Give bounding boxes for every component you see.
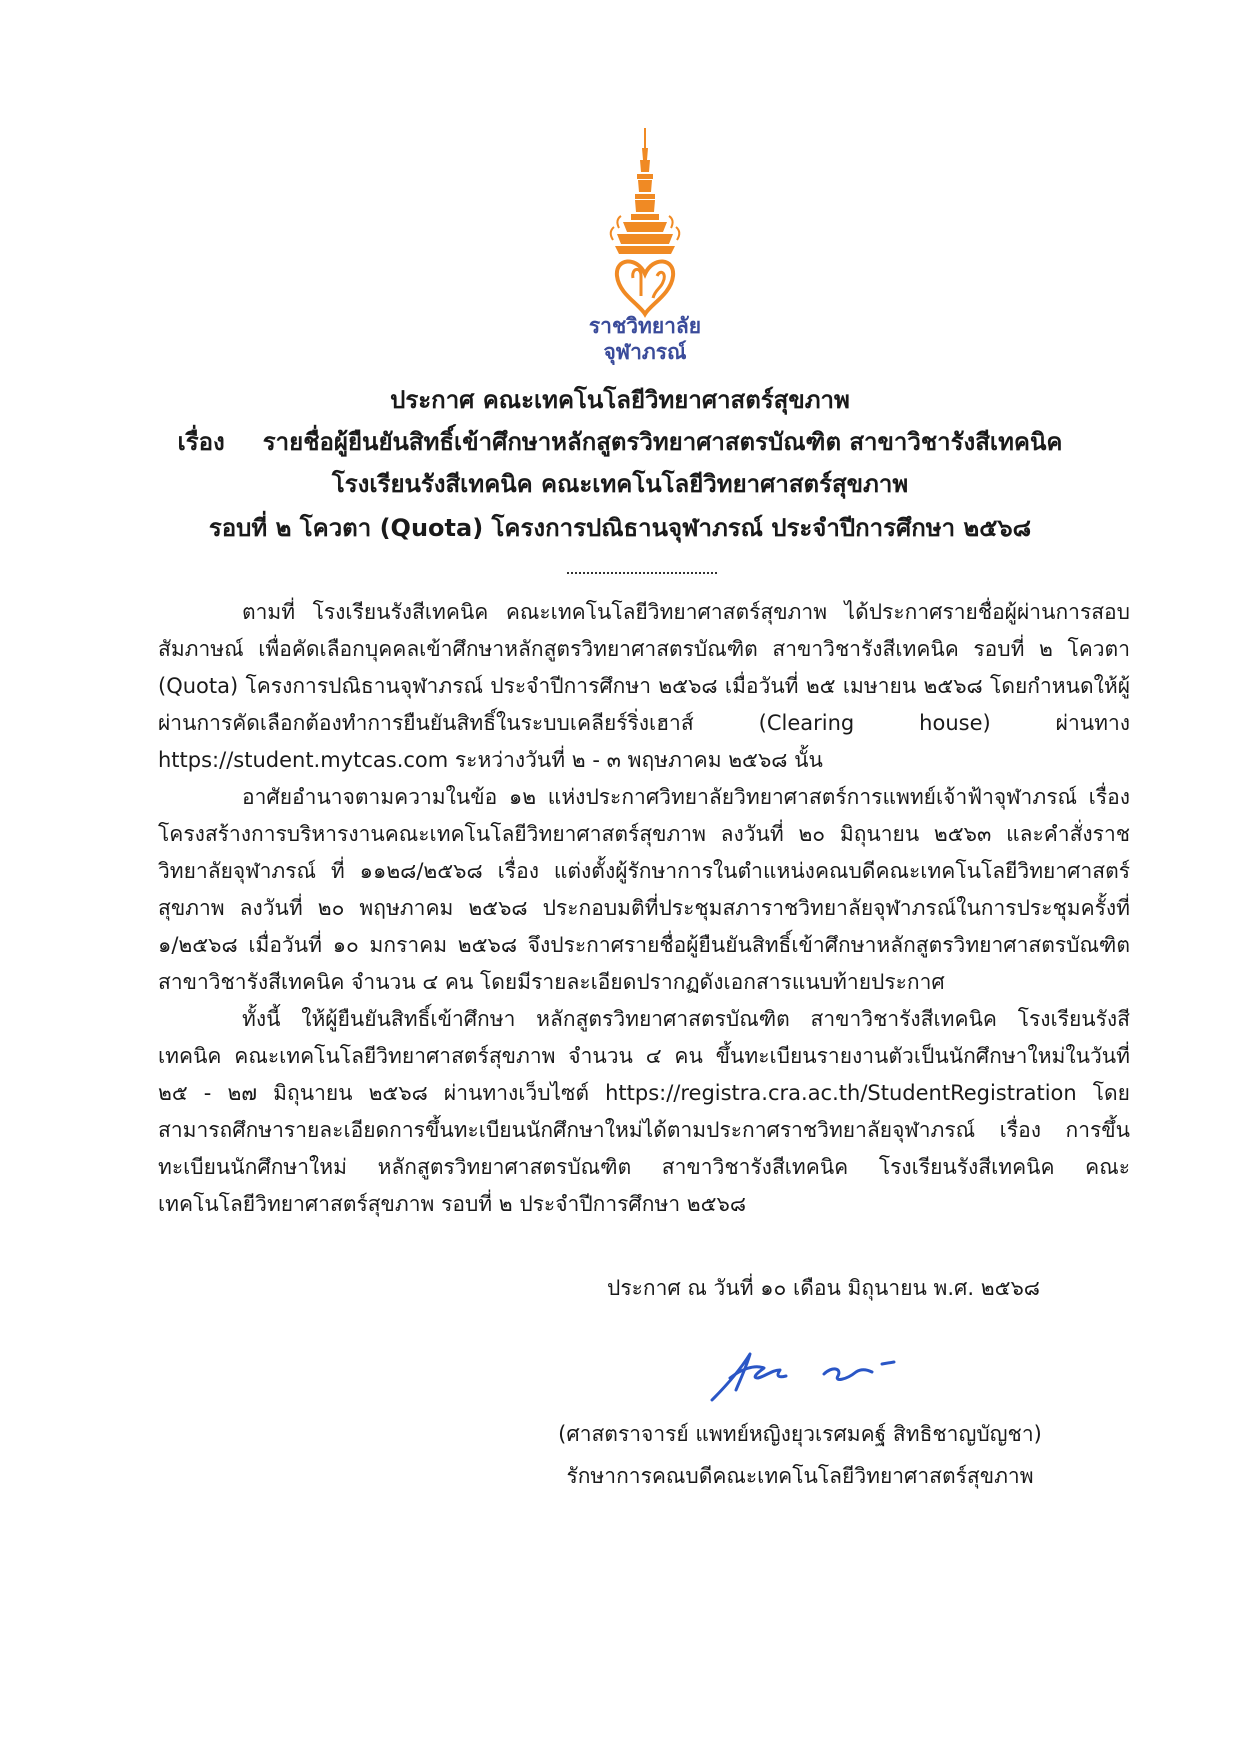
subject-line-1 — [100, 422, 1140, 462]
subject-label: เรื่อง — [177, 428, 225, 456]
logo-text-line1: ราชวิทยาลัย — [588, 314, 702, 338]
subject-line-3: รอบที่ ๒ โควตา (Quota) โครงการปณิธานจุฬาภรณ์ ประจำปีการศึกษา ๒๕๖๘ — [208, 514, 1032, 542]
signer-name: (ศาสตราจารย์ แพทย์หญิงยุวเรศมคฐ์ สิทธิชาญบัญชา) — [558, 1422, 1042, 1446]
royal-crown-emblem-icon — [605, 128, 685, 318]
handwritten-signature — [706, 1340, 916, 1406]
dotted-divider — [567, 572, 717, 574]
subject-line-2: โรงเรียนรังสีเทคนิค คณะเทคโนโลยีวิทยาศาสตร์สุขภาพ — [331, 470, 909, 498]
announcement-title: ประกาศ คณะเทคโนโลยีวิทยาศาสตร์สุขภาพ — [390, 386, 850, 414]
subject-text-1: รายชื่อผู้ยืนยันสิทธิ์เข้าศึกษาหลักสูตรวิทยาศาสตรบัณฑิต สาขาวิชารังสีเทคนิค — [262, 428, 1063, 456]
announcement-date: ประกาศ ณ วันที่ ๑๐ เดือน มิถุนายน พ.ศ. ๒๕๖๘ — [606, 1276, 1040, 1300]
logo-text-line2: จุฬาภรณ์ — [603, 340, 687, 364]
announcement-body — [158, 594, 1130, 1223]
body-paragraph-1: ตามที่ โรงเรียนรังสีเทคนิค คณะเทคโนโลยีวิทยาศาสตร์สุขภาพ ได้ประกาศรายชื่อผู้ผ่านการสอบสัมภาษณ์ เพื่อคัดเลือกบุคคลเข้าศึกษาหลักสูตรวิทยาศาสตรบัณฑิต สาขาวิชารังสีเทคนิค รอบที่ ๒ โควตา (Quota) โครงการปณิธานจุฬาภรณ์ ประจำปีการศึกษา ๒๕๖๘ เมื่อวันที่ ๒๕ เมษายน ๒๕๖๘ โดยกำหนดให้ผู้ผ่านการคัดเลือกต้องทำการยืนยันสิทธิ์ในระบบเคลียร์ริ่งเฮาส์ (Clearing house) ผ่านทาง https://student.mytcas.com ระหว่างวันที่ ๒ - ๓ พฤษภาคม ๒๕๖๘ นั้น — [158, 600, 1130, 772]
signer-title: รักษาการคณบดีคณะเทคโนโลยีวิทยาศาสตร์สุขภาพ — [566, 1464, 1034, 1488]
body-paragraph-3: ทั้งนี้ ให้ผู้ยืนยันสิทธิ์เข้าศึกษา หลักสูตรวิทยาศาสตรบัณฑิต สาขาวิชารังสีเทคนิค โรงเรียนรังสีเทคนิค คณะเทคโนโลยีวิทยาศาสตร์สุขภาพ จำนวน ๔ คน ขึ้นทะเบียนรายงานตัวเป็นนักศึกษาใหม่ในวันที่ ๒๕ - ๒๗ มิถุนายน ๒๕๖๘ ผ่านทางเว็บไซต์ https://registra.cra.ac.th/StudentRegistration โดยสามารถศึกษารายละเอียดการขึ้นทะเบียนนักศึกษาใหม่ได้ตามประกาศราชวิทยาลัยจุฬาภรณ์ เรื่อง การขึ้นทะเบียนนักศึกษาใหม่ หลักสูตรวิทยาศาสตรบัณฑิต สาขาวิชารังสีเทคนิค โรงเรียนรังสีเทคนิค คณะเทคโนโลยีวิทยาศาสตร์สุขภาพ รอบที่ ๒ ประจำปีการศึกษา ๒๕๖๘ — [158, 1007, 1130, 1216]
body-paragraph-2: อาศัยอำนาจตามความในข้อ ๑๒ แห่งประกาศวิทยาลัยวิทยาศาสตร์การแพทย์เจ้าฟ้าจุฬาภรณ์ เรื่อง โครงสร้างการบริหารงานคณะเทคโนโลยีวิทยาศาสตร์สุขภาพ ลงวันที่ ๒๐ มิถุนายน ๒๕๖๓ และคำสั่งราชวิทยาลัยจุฬาภรณ์ ที่ ๑๑๒๘/๒๕๖๘ เรื่อง แต่งตั้งผู้รักษาการในตำแหน่งคณบดีคณะเทคโนโลยีวิทยาศาสตร์สุขภาพ ลงวันที่ ๒๐ พฤษภาคม ๒๕๖๘ ประกอบมติที่ประชุมสภาราชวิทยาลัยจุฬาภรณ์ในการประชุมครั้งที่ ๑/๒๕๖๘ เมื่อวันที่ ๑๐ มกราคม ๒๕๖๘ จึงประกาศรายชื่อผู้ยืนยันสิทธิ์เข้าศึกษาหลักสูตรวิทยาศาสตรบัณฑิต สาขาวิชารังสีเทคนิค จำนวน ๔ คน โดยมีรายละเอียดปรากฏดังเอกสารแนบท้ายประกาศ — [158, 785, 1130, 994]
institution-logo — [570, 128, 720, 368]
